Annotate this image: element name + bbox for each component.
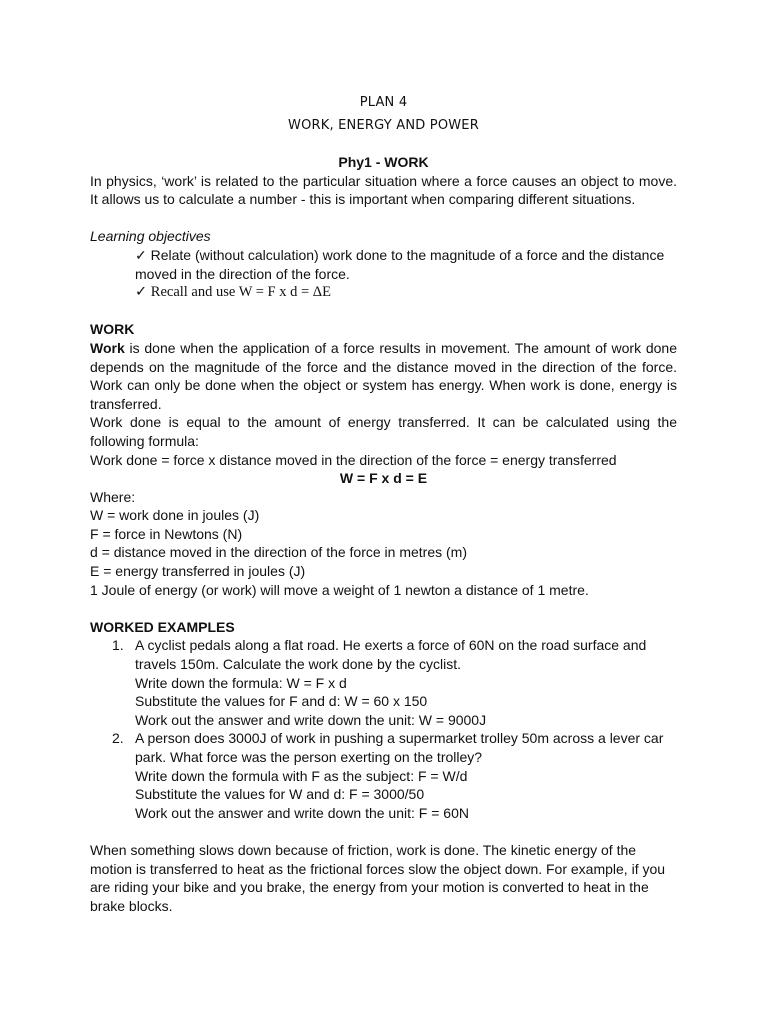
example-step: Work out the answer and write down the unit: F = 60N <box>135 804 469 821</box>
definition-line: d = distance moved in the direction of the force in metres (m) <box>90 544 468 561</box>
example-step: Work out the answer and write down the unit: W = 9000J <box>135 711 487 728</box>
definition-line: F = force in Newtons (N) <box>90 525 243 542</box>
work-paragraph <box>90 339 677 413</box>
list-number: 2. <box>112 730 124 747</box>
definition-line: 1 Joule of energy (or work) will move a weight of 1 newton a distance of 1 metre. <box>90 581 589 598</box>
work-paragraph-text: is done when the application of a force results in movement. The amount of work done depends on the magnitude of the force and the distance moved in the direction of the force. Work can only be done when the object or system has energy. When work is done, energy is transferred. <box>90 339 677 412</box>
examples-list <box>90 636 677 822</box>
definition-line: E = energy transferred in joules (J) <box>90 563 306 580</box>
example-question: A person does 3000J of work in pushing a supermarket trolley 50m across a lever car park. What force was the person exerting on the trolley? <box>135 730 664 765</box>
work-heading: WORK <box>90 321 135 338</box>
list-item <box>90 729 677 822</box>
definition-line: W = work done in joules (J) <box>90 507 260 524</box>
example-step: Write down the formula: W = F x d <box>135 674 347 691</box>
formula: W = F x d = E <box>339 470 428 487</box>
document-page <box>90 94 677 915</box>
list-number: 1. <box>112 637 124 654</box>
example-step: Write down the formula with F as the subject: F = W/d <box>135 767 468 784</box>
examples-heading: WORKED EXAMPLES <box>90 618 235 635</box>
objective-item: ✓ Relate (without calculation) work done to the magnitude of a force and the distance moved in the direction of the force. <box>135 246 665 282</box>
plan-subtitle: WORK, ENERGY AND POWER <box>288 118 479 133</box>
intro-paragraph: In physics, ‘work’ is related to the particular situation where a force causes an object to move. It allows us to calculate a number - this is important when comparing different situations. <box>90 172 677 208</box>
example-step: Substitute the values for F and d: W = 60 x 150 <box>135 693 428 710</box>
work-paragraph: Work done = force x distance moved in the direction of the force = energy transferred <box>90 451 617 468</box>
where-label: Where: <box>90 488 136 505</box>
work-paragraph: Work done is equal to the amount of energy transferred. It can be calculated using the following formula: <box>90 414 677 449</box>
example-question: A cyclist pedals along a flat road. He exerts a force of 60N on the road surface and travels 150m. Calculate the work done by the cyclist. <box>135 637 647 673</box>
list-item <box>90 636 677 729</box>
objectives-label: Learning objectives <box>90 228 211 245</box>
section-heading: Phy1 - WORK <box>338 154 429 170</box>
closing-paragraph: When something slows down because of friction, work is done. The kinetic energy of the motion is transferred to heat as the frictional forces slow the object down. For example, if you are riding your bike and you brake, the energy from your motion is converted to heat in the brake blocks. <box>90 841 666 914</box>
objective-item: ✓ Recall and use W = F x d = ΔE <box>135 284 331 301</box>
plan-title: PLAN 4 <box>359 95 408 110</box>
example-step: Substitute the values for W and d: F = 3000/50 <box>135 786 425 803</box>
work-term: Work <box>90 339 125 356</box>
